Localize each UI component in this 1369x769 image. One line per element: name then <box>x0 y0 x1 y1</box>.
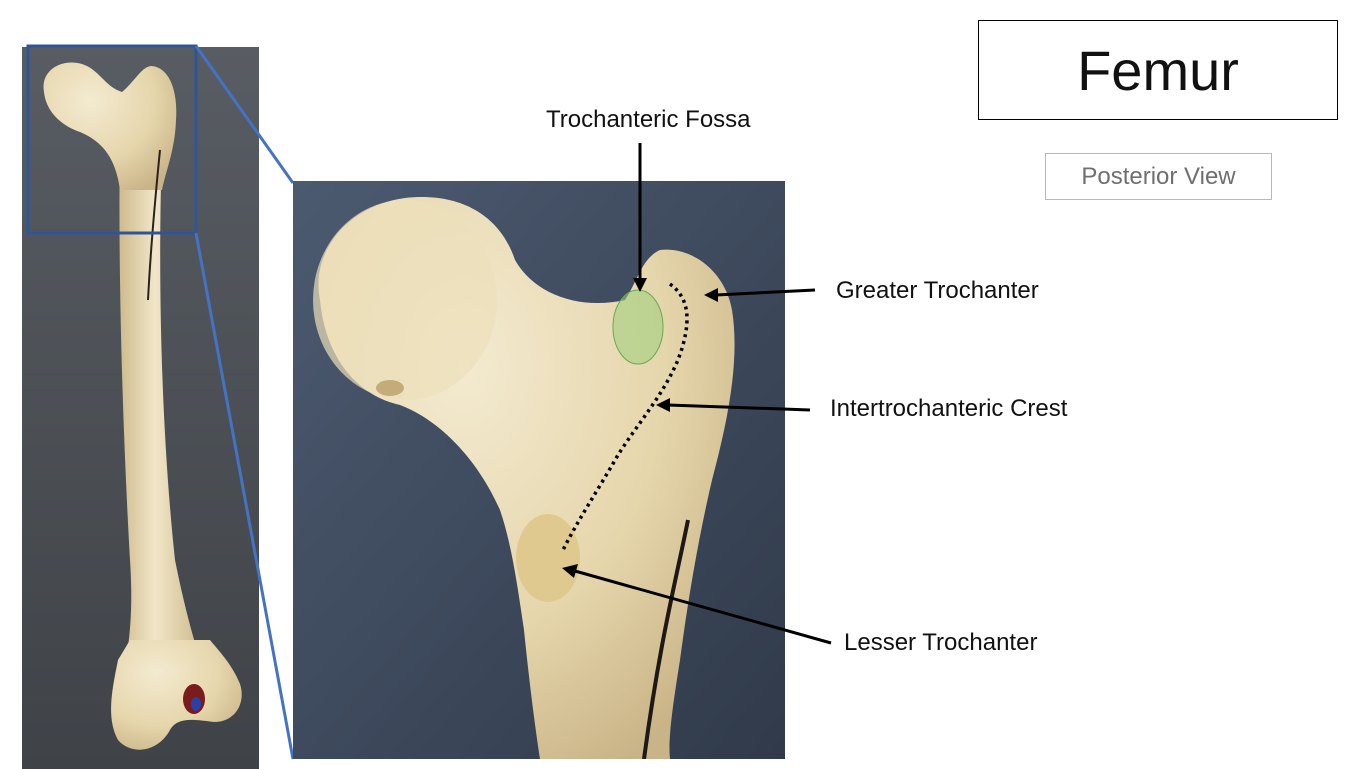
label-trochanteric-fossa: Trochanteric Fossa <box>546 106 751 133</box>
label-lesser-trochanter: Lesser Trochanter <box>844 629 1038 656</box>
label-intertrochanteric-crest: Intertrochanteric Crest <box>830 395 1068 422</box>
trochanteric-fossa-highlight <box>613 290 663 364</box>
label-greater-trochanter: Greater Trochanter <box>836 277 1039 304</box>
femoral-head <box>313 200 497 400</box>
full-femur-photo <box>22 47 259 769</box>
view-subtitle: Posterior View <box>1045 153 1272 200</box>
page-title: Femur <box>978 20 1338 120</box>
lesser-trochanter-bump <box>516 514 580 602</box>
zoomed-femur-photo <box>293 181 785 759</box>
